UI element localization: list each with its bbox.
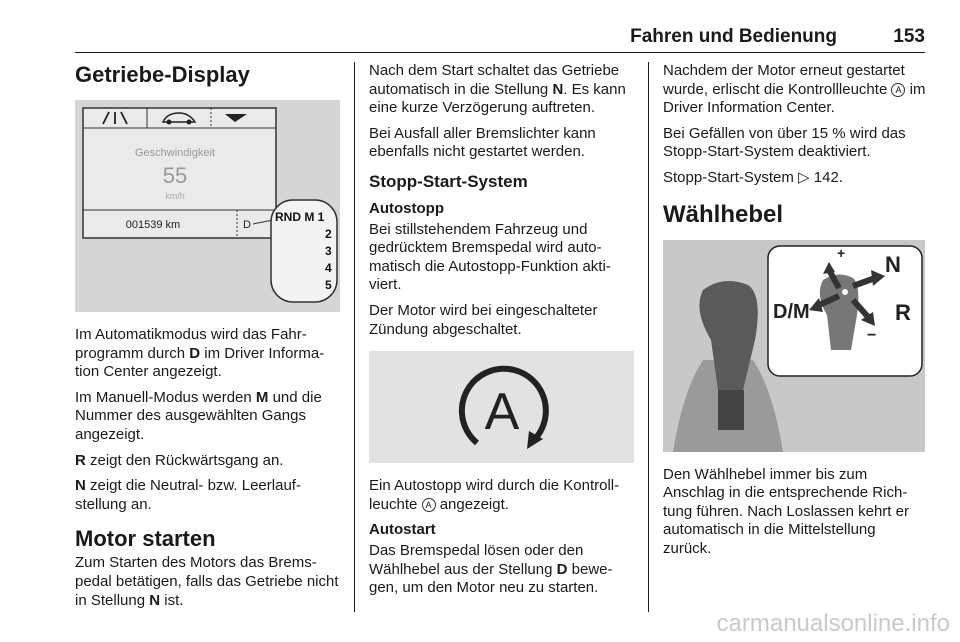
paragraph-autostart: Das Bremspedal lösen oder den Wählhebel aus der Stellung D bewegen, um den Motor neu zu starten. — [369, 541, 613, 597]
page-number: 153 — [893, 26, 925, 47]
lever-minus: − — [867, 326, 877, 344]
paragraph-reverse: R zeigt den Rückwärtsgang an. — [75, 451, 284, 469]
paragraph-neutral: N zeigt die Neutral- bzw. Leerlaufstellung an. — [75, 477, 301, 513]
column-2 — [369, 62, 634, 605]
odometer: 001539 km — [125, 219, 181, 231]
callout-top: RND M 1 — [275, 210, 325, 224]
paragraph-manual-mode: Im Manuell-Modus werden M und die Nummer des ausgewählten Gangs angezeigt. — [75, 388, 322, 443]
autostop-icon — [369, 351, 634, 463]
speed-unit: km/h — [165, 191, 185, 201]
lever-n: N — [885, 251, 901, 277]
lever-r: R — [895, 299, 911, 325]
paragraph-autostopp: Bei stillstehendem Fahrzeug und gedrücktem Bremspedal wird automatisch die Autostopp-Funktion aktiviert. — [369, 220, 611, 294]
paragraph-engine-off: Der Motor wird bei eingeschalteter Zündung abgeschaltet. — [369, 301, 598, 338]
speed-label: Geschwindigkeit — [134, 147, 216, 159]
page-reference-icon: ▷ — [798, 168, 810, 186]
gear-indicator: D — [243, 219, 251, 231]
paragraph-crossref: Stopp-Start-System ▷ 142. — [663, 168, 843, 186]
page-header — [75, 26, 925, 53]
column-1 — [75, 62, 340, 617]
paragraph-start-engine: Zum Starten des Motors das Bremspedal betätigen, falls das Getriebe nicht in Stellung N ist. — [75, 554, 339, 609]
autostop-letter: A — [484, 383, 520, 442]
paragraph-autostop-indicator: Ein Autostopp wird durch die Kontrollleuchte A angezeigt. — [369, 477, 620, 513]
gear-2: 2 — [325, 227, 332, 241]
autostop-symbol-figure — [369, 351, 634, 463]
gear-4: 4 — [325, 261, 332, 275]
paragraph-brake-lights: Bei Ausfall aller Bremslichter kann ebenfalls nicht gestartet werden. — [369, 124, 596, 161]
heading-waehlhebel: Wählhebel — [663, 200, 784, 228]
column-divider-2 — [648, 62, 649, 612]
paragraph-lever-usage: Den Wählhebel immer bis zum Anschlag in die entsprechende Richtung führen. Nach Loslassen kehrt er automatisch in die Mittelstellung zurück. — [663, 465, 909, 557]
watermark: carmanualsonline.info — [716, 610, 950, 637]
subheading-autostart: Autostart — [369, 521, 436, 539]
selector-lever-figure — [663, 240, 925, 452]
lever-dm: D/M — [773, 300, 810, 323]
gear-5: 5 — [325, 278, 332, 292]
paragraph-automatic-mode: Im Automatikmodus wird das Fahrprogramm durch D im Driver Information Center angezeigt. — [75, 326, 325, 381]
display-illustration — [75, 100, 340, 312]
paragraph-after-start: Nach dem Start schaltet das Getriebe automatisch in die Stellung N. Es kann eine kurze Verzögerung auftreten. — [369, 62, 626, 117]
autostop-indicator-icon: A — [891, 83, 905, 97]
column-divider-1 — [354, 62, 355, 612]
heading-motor-starten: Motor starten — [75, 526, 216, 552]
heading-getriebe-display: Getriebe-Display — [75, 62, 250, 87]
lever-illustration — [663, 240, 925, 452]
column-3 — [663, 62, 928, 566]
autostop-indicator-icon: A — [422, 498, 436, 512]
paragraph-restart: Nachdem der Motor erneut gestartet wurde, erlischt die Kontrollleuchte A im Driver Information Center. — [663, 62, 926, 117]
paragraph-slope: Bei Gefällen von über 15 % wird das Stopp-Start-System deaktiviert. — [663, 124, 906, 161]
heading-stopp-start: Stopp-Start-System — [369, 171, 528, 191]
subheading-autostopp: Autostopp — [369, 199, 444, 217]
speed-value: 55 — [162, 163, 188, 188]
transmission-display-figure — [75, 100, 340, 312]
section-title: Fahren und Bedienung — [630, 26, 837, 47]
lever-plus: + — [837, 244, 846, 261]
gear-3: 3 — [325, 244, 332, 258]
